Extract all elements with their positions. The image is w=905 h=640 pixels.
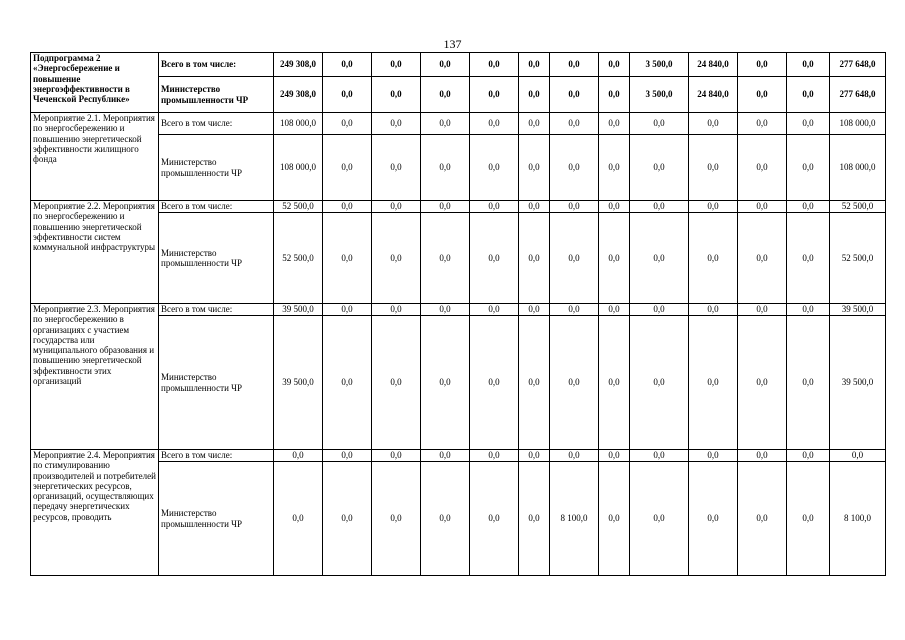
value-cell: 0,0 bbox=[550, 113, 599, 135]
value-cell: 0,0 bbox=[323, 77, 372, 113]
value-cell: 0,0 bbox=[689, 135, 738, 201]
total-value-cell: 8 100,0 bbox=[830, 462, 886, 576]
value-cell: 39 500,0 bbox=[274, 304, 323, 316]
value-cell: 0,0 bbox=[421, 316, 470, 450]
value-cell: 0,0 bbox=[519, 304, 550, 316]
funding-source-cell: Министерство промышленности ЧР bbox=[159, 135, 274, 201]
value-cell: 0,0 bbox=[599, 53, 630, 77]
value-cell: 0,0 bbox=[599, 450, 630, 462]
table-row bbox=[31, 450, 886, 462]
value-cell: 0,0 bbox=[599, 113, 630, 135]
value-cell: 0,0 bbox=[470, 450, 519, 462]
value-cell: 0,0 bbox=[470, 462, 519, 576]
value-cell: 108 000,0 bbox=[274, 113, 323, 135]
value-cell: 39 500,0 bbox=[274, 316, 323, 450]
value-cell: 0,0 bbox=[787, 304, 830, 316]
value-cell: 0,0 bbox=[630, 316, 689, 450]
value-cell: 0,0 bbox=[421, 113, 470, 135]
value-cell: 3 500,0 bbox=[630, 77, 689, 113]
value-cell: 0,0 bbox=[787, 201, 830, 213]
value-cell: 0,0 bbox=[323, 316, 372, 450]
table-row bbox=[31, 213, 886, 304]
value-cell: 0,0 bbox=[323, 53, 372, 77]
value-cell: 0,0 bbox=[372, 462, 421, 576]
value-cell: 24 840,0 bbox=[689, 77, 738, 113]
value-cell: 0,0 bbox=[519, 53, 550, 77]
value-cell: 0,0 bbox=[421, 135, 470, 201]
value-cell: 0,0 bbox=[372, 316, 421, 450]
value-cell: 0,0 bbox=[470, 53, 519, 77]
value-cell: 0,0 bbox=[599, 77, 630, 113]
total-value-cell: 277 648,0 bbox=[830, 77, 886, 113]
value-cell: 0,0 bbox=[323, 304, 372, 316]
value-cell: 0,0 bbox=[519, 135, 550, 201]
funding-source-cell: Министерство промышленности ЧР bbox=[159, 462, 274, 576]
value-cell: 0,0 bbox=[470, 304, 519, 316]
value-cell: 0,0 bbox=[738, 213, 787, 304]
value-cell: 8 100,0 bbox=[550, 462, 599, 576]
value-cell: 0,0 bbox=[599, 462, 630, 576]
value-cell: 0,0 bbox=[599, 135, 630, 201]
value-cell: 0,0 bbox=[689, 304, 738, 316]
value-cell: 0,0 bbox=[421, 450, 470, 462]
value-cell: 0,0 bbox=[421, 53, 470, 77]
value-cell: 24 840,0 bbox=[689, 53, 738, 77]
value-cell: 0,0 bbox=[630, 201, 689, 213]
value-cell: 0,0 bbox=[630, 304, 689, 316]
funding-source-cell: Всего в том числе: bbox=[159, 53, 274, 77]
value-cell: 0,0 bbox=[372, 135, 421, 201]
value-cell: 0,0 bbox=[372, 450, 421, 462]
budget-table bbox=[30, 52, 886, 576]
value-cell: 52 500,0 bbox=[274, 213, 323, 304]
value-cell: 108 000,0 bbox=[274, 135, 323, 201]
value-cell: 0,0 bbox=[372, 113, 421, 135]
program-name-cell: Мероприятие 2.3. Мероприятия по энергосбережению в организациях с участием государства или муниципального образования и повышению энергетической эффективности этих организаций bbox=[31, 304, 159, 450]
funding-source-cell: Всего в том числе: bbox=[159, 113, 274, 135]
table-row bbox=[31, 201, 886, 213]
value-cell: 0,0 bbox=[550, 304, 599, 316]
value-cell: 0,0 bbox=[738, 201, 787, 213]
program-name-cell: Подпрограмма 2 «Энергосбережение и повышение энергоэффективности в Чеченской Республике» bbox=[31, 53, 159, 113]
value-cell: 0,0 bbox=[630, 213, 689, 304]
total-value-cell: 108 000,0 bbox=[830, 135, 886, 201]
value-cell: 0,0 bbox=[323, 462, 372, 576]
value-cell: 0,0 bbox=[738, 53, 787, 77]
value-cell: 0,0 bbox=[787, 113, 830, 135]
value-cell: 0,0 bbox=[323, 450, 372, 462]
value-cell: 0,0 bbox=[599, 316, 630, 450]
value-cell: 0,0 bbox=[323, 113, 372, 135]
value-cell: 0,0 bbox=[550, 53, 599, 77]
total-value-cell: 52 500,0 bbox=[830, 201, 886, 213]
value-cell: 0,0 bbox=[599, 304, 630, 316]
value-cell: 0,0 bbox=[689, 462, 738, 576]
funding-source-cell: Всего в том числе: bbox=[159, 201, 274, 213]
value-cell: 0,0 bbox=[738, 316, 787, 450]
table-row bbox=[31, 53, 886, 77]
value-cell: 249 308,0 bbox=[274, 53, 323, 77]
value-cell: 0,0 bbox=[550, 135, 599, 201]
value-cell: 0,0 bbox=[550, 201, 599, 213]
value-cell: 0,0 bbox=[372, 53, 421, 77]
value-cell: 0,0 bbox=[550, 77, 599, 113]
value-cell: 0,0 bbox=[689, 213, 738, 304]
value-cell: 0,0 bbox=[738, 77, 787, 113]
value-cell: 0,0 bbox=[470, 113, 519, 135]
value-cell: 0,0 bbox=[470, 201, 519, 213]
value-cell: 0,0 bbox=[470, 77, 519, 113]
value-cell: 0,0 bbox=[421, 201, 470, 213]
funding-source-cell: Всего в том числе: bbox=[159, 450, 274, 462]
value-cell: 0,0 bbox=[519, 201, 550, 213]
value-cell: 0,0 bbox=[689, 113, 738, 135]
value-cell: 0,0 bbox=[787, 450, 830, 462]
value-cell: 0,0 bbox=[519, 77, 550, 113]
value-cell: 0,0 bbox=[421, 462, 470, 576]
value-cell: 0,0 bbox=[550, 450, 599, 462]
value-cell: 0,0 bbox=[738, 450, 787, 462]
value-cell: 0,0 bbox=[519, 113, 550, 135]
value-cell: 0,0 bbox=[689, 450, 738, 462]
value-cell: 0,0 bbox=[787, 135, 830, 201]
total-value-cell: 277 648,0 bbox=[830, 53, 886, 77]
value-cell: 0,0 bbox=[550, 316, 599, 450]
table-row bbox=[31, 113, 886, 135]
value-cell: 0,0 bbox=[470, 213, 519, 304]
value-cell: 0,0 bbox=[630, 135, 689, 201]
value-cell: 0,0 bbox=[787, 53, 830, 77]
value-cell: 0,0 bbox=[274, 450, 323, 462]
value-cell: 0,0 bbox=[372, 77, 421, 113]
program-name-cell: Мероприятие 2.4. Мероприятия по стимулированию производителей и потребителей энергетических ресурсов, организаций, осуществляющих передачу энергетических ресурсов, проводить bbox=[31, 450, 159, 576]
table-row bbox=[31, 462, 886, 576]
value-cell: 52 500,0 bbox=[274, 201, 323, 213]
value-cell: 0,0 bbox=[421, 213, 470, 304]
value-cell: 0,0 bbox=[689, 201, 738, 213]
value-cell: 0,0 bbox=[738, 462, 787, 576]
value-cell: 0,0 bbox=[323, 135, 372, 201]
value-cell: 0,0 bbox=[519, 213, 550, 304]
value-cell: 0,0 bbox=[787, 213, 830, 304]
value-cell: 0,0 bbox=[630, 462, 689, 576]
value-cell: 249 308,0 bbox=[274, 77, 323, 113]
table-row bbox=[31, 316, 886, 450]
page-number: 137 bbox=[443, 37, 462, 51]
program-name-cell: Мероприятие 2.2. Мероприятия по энергосбережению и повышению энергетической эффективности систем коммунальной инфраструктуры bbox=[31, 201, 159, 304]
value-cell: 0,0 bbox=[630, 113, 689, 135]
value-cell: 0,0 bbox=[274, 462, 323, 576]
value-cell: 0,0 bbox=[519, 316, 550, 450]
value-cell: 0,0 bbox=[738, 113, 787, 135]
total-value-cell: 52 500,0 bbox=[830, 213, 886, 304]
funding-source-cell: Министерство промышленности ЧР bbox=[159, 213, 274, 304]
total-value-cell: 108 000,0 bbox=[830, 113, 886, 135]
funding-source-cell: Всего в том числе: bbox=[159, 304, 274, 316]
total-value-cell: 39 500,0 bbox=[830, 304, 886, 316]
value-cell: 0,0 bbox=[599, 201, 630, 213]
funding-source-cell: Министерство промышленности ЧР bbox=[159, 77, 274, 113]
value-cell: 0,0 bbox=[519, 450, 550, 462]
value-cell: 0,0 bbox=[738, 135, 787, 201]
value-cell: 0,0 bbox=[323, 201, 372, 213]
value-cell: 0,0 bbox=[372, 304, 421, 316]
value-cell: 0,0 bbox=[372, 201, 421, 213]
value-cell: 0,0 bbox=[787, 77, 830, 113]
table-row bbox=[31, 135, 886, 201]
value-cell: 0,0 bbox=[550, 213, 599, 304]
program-name-cell: Мероприятие 2.1. Мероприятия по энергосбережению и повышению энергетической эффективности жилищного фонда bbox=[31, 113, 159, 201]
total-value-cell: 39 500,0 bbox=[830, 316, 886, 450]
value-cell: 0,0 bbox=[599, 213, 630, 304]
value-cell: 0,0 bbox=[470, 135, 519, 201]
total-value-cell: 0,0 bbox=[830, 450, 886, 462]
table-row bbox=[31, 304, 886, 316]
value-cell: 0,0 bbox=[738, 304, 787, 316]
value-cell: 0,0 bbox=[421, 304, 470, 316]
value-cell: 0,0 bbox=[630, 450, 689, 462]
value-cell: 0,0 bbox=[689, 316, 738, 450]
value-cell: 0,0 bbox=[372, 213, 421, 304]
value-cell: 0,0 bbox=[519, 462, 550, 576]
value-cell: 3 500,0 bbox=[630, 53, 689, 77]
value-cell: 0,0 bbox=[787, 316, 830, 450]
value-cell: 0,0 bbox=[787, 462, 830, 576]
table-row bbox=[31, 77, 886, 113]
funding-source-cell: Министерство промышленности ЧР bbox=[159, 316, 274, 450]
value-cell: 0,0 bbox=[323, 213, 372, 304]
value-cell: 0,0 bbox=[470, 316, 519, 450]
value-cell: 0,0 bbox=[421, 77, 470, 113]
